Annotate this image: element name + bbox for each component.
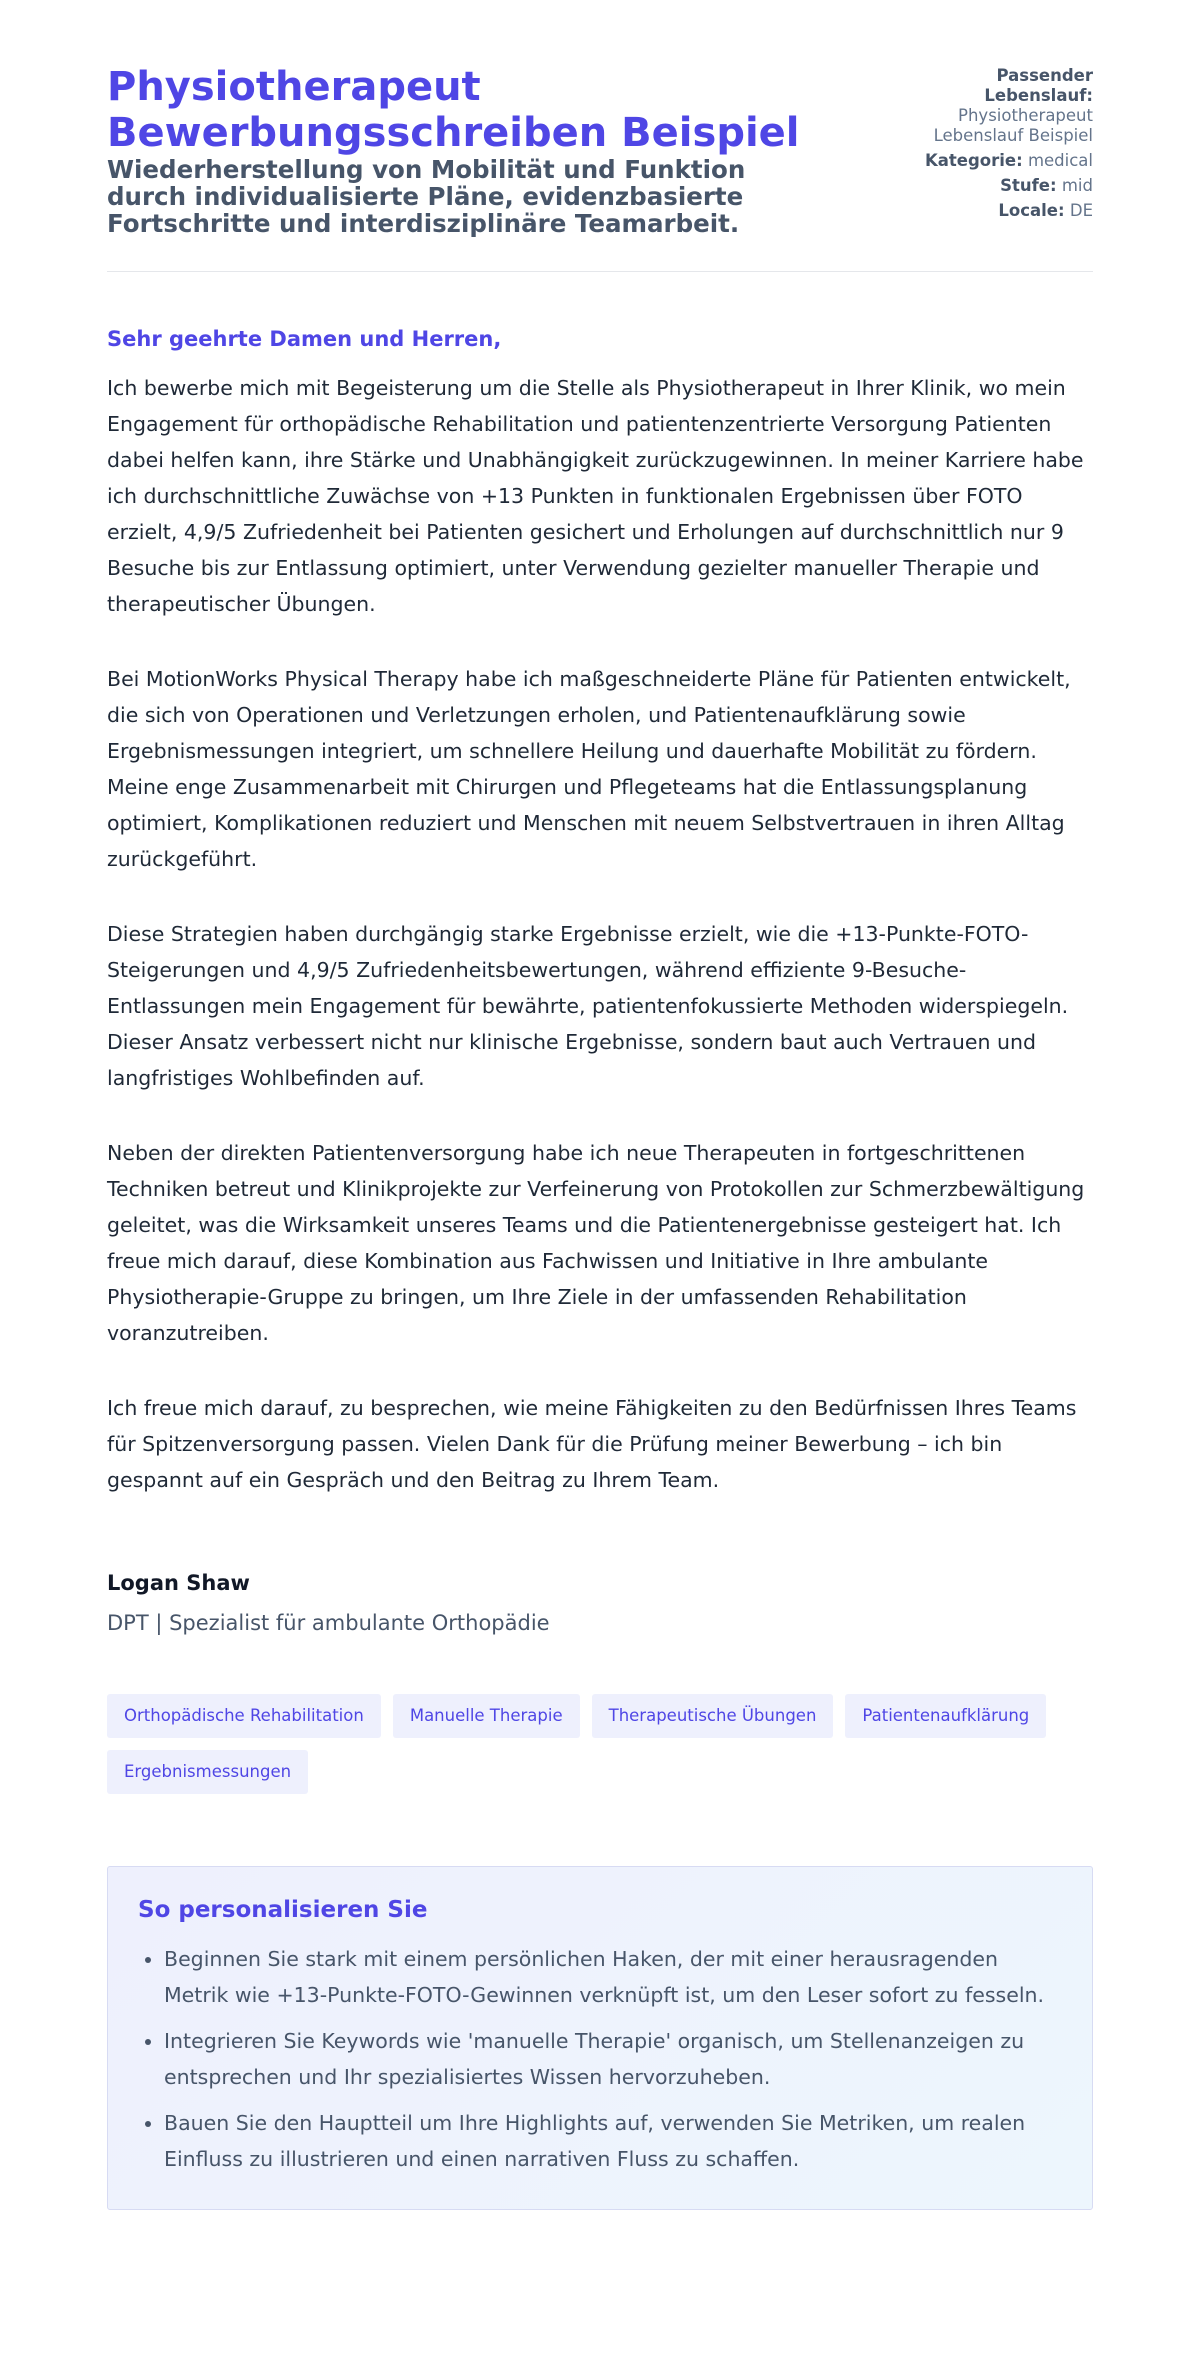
- page-header: [107, 64, 1093, 272]
- page-title: Physiotherapeut Bewerbungsschreiben Beispiel: [107, 64, 800, 156]
- meta-resume: [893, 66, 1093, 146]
- signature-name: Logan Shaw: [107, 1571, 250, 1595]
- meta-panel: [893, 64, 1093, 226]
- tag-orthopaedic-rehab: Orthopädische Rehabilitation: [107, 1694, 381, 1738]
- personalization-tips: [107, 1866, 1093, 2210]
- meta-category-label: Kategorie:: [924, 151, 1023, 170]
- tips-list: [138, 1941, 1062, 2177]
- tip-item: • Integrieren Sie Keywords wie 'manuelle Therapie' organisch, um Stellenanzeigen zu entsprechen und Ihr spezialisiertes Wissen hervorzuheben.: [164, 2023, 1062, 2095]
- letter-paragraph-4: Neben der direkten Patientenversorgung habe ich neue Therapeuten in fortgeschrittenen Techniken betreut und Klinikprojekte zur Verfeinerung von Protokollen zur Schmerzbewältigung geleitet, was die Wirksamkeit unseres Teams und die Patientenergebnisse gesteigert hat. Ich freue mich darauf, diese Kombination aus Fachwissen und Initiative in Ihre ambulante Physiotherapie-Gruppe zu bringen, um Ihre Ziele in der umfassenden Rehabilitation voranzutreiben.: [107, 1141, 1085, 1345]
- tip-item: • Beginnen Sie stark mit einem persönlichen Haken, der mit einer herausragenden Metrik wie +13-Punkte-FOTO-Gewinnen verknüpft ist, um den Leser sofort zu fesseln.: [164, 1941, 1062, 2013]
- tag-patient-education: Patientenaufklärung: [845, 1694, 1046, 1738]
- meta-level-value: mid: [1061, 176, 1093, 195]
- meta-category: [893, 151, 1093, 171]
- tag-outcome-measures: Ergebnismessungen: [107, 1750, 308, 1794]
- letter-body: [107, 324, 1093, 1638]
- letter-paragraph-3: Diese Strategien haben durchgängig starke Ergebnisse erzielt, wie die +13-Punkte-FOTO-Steigerungen und 4,9/5 Zufriedenheitsbewertungen, während effiziente 9-Besuche-Entlassungen mein Engagement für bewährte, patientenfokussierte Methoden widerspiegeln. Dieser Ansatz verbessert nicht nur klinische Ergebnisse, sondern baut auch Vertrauen und langfristiges Wohlbefinden auf.: [107, 922, 1069, 1090]
- letter-paragraph-5: Ich freue mich darauf, zu besprechen, wie meine Fähigkeiten zu den Bedürfnissen Ihres Teams für Spitzenversorgung passen. Vielen Dank für die Prüfung meiner Bewerbung – ich bin gespannt auf ein Gespräch und den Beitrag zu Ihrem Team.: [107, 1396, 1077, 1492]
- letter-paragraph-1: Ich bewerbe mich mit Begeisterung um die Stelle als Physiotherapeut in Ihrer Klinik, wo mein Engagement für orthopädische Rehabilitation und patientenzentrierte Versorgung Patienten dabei helfen kann, ihre Stärke und Unabhängigkeit zurückzugewinnen. In meiner Karriere habe ich durchschnittliche Zuwächse von +13 Punkten in funktionalen Ergebnissen über FOTO erzielt, 4,9/5 Zufriedenheit bei Patienten gesichert und Erholungen auf durchschnittlich nur 9 Besuche bis zur Entlassung optimiert, unter Verwendung gezielter manueller Therapie und therapeutischer Übungen.: [107, 376, 1084, 616]
- meta-locale-label: Locale:: [998, 201, 1065, 220]
- tip-item: • Bauen Sie den Hauptteil um Ihre Highlights auf, verwenden Sie Metriken, um realen Einfluss zu illustrieren und einen narrativen Fluss zu schaffen.: [164, 2105, 1062, 2177]
- tag-therapeutic-exercises: Therapeutische Übungen: [592, 1694, 834, 1738]
- signature-title: DPT | Spezialist für ambulante Orthopädie: [107, 1611, 550, 1635]
- skill-tags: [107, 1694, 1093, 1794]
- meta-resume-value: Physiotherapeut Lebenslauf Beispiel: [933, 106, 1093, 145]
- title-block: [107, 64, 827, 237]
- meta-locale: [893, 201, 1093, 221]
- salutation: Sehr geehrte Damen und Herren,: [107, 327, 502, 351]
- meta-category-value: medical: [1027, 151, 1093, 170]
- meta-level: [893, 176, 1093, 196]
- letter-paragraph-2: Bei MotionWorks Physical Therapy habe ich maßgeschneiderte Pläne für Patienten entwickelt, die sich von Operationen und Verletzungen erholen, und Patientenaufklärung sowie Ergebnismessungen integriert, um schnellere Heilung und dauerhafte Mobilität zu fördern. Meine enge Zusammenarbeit mit Chirurgen und Pflegeteams hat die Entlassungsplanung optimiert, Komplikationen reduziert und Menschen mit neuem Selbstvertrauen in ihren Alltag zurückgeführt.: [107, 667, 1071, 871]
- meta-locale-value: DE: [1069, 201, 1093, 220]
- meta-level-label: Stufe:: [1000, 176, 1057, 195]
- tips-title: So personalisieren Sie: [138, 1897, 428, 1923]
- tag-manual-therapy: Manuelle Therapie: [393, 1694, 580, 1738]
- signature: [107, 1568, 1093, 1638]
- meta-resume-label: Passender Lebenslauf:: [984, 66, 1093, 105]
- page-subtitle: Wiederherstellung von Mobilität und Funktion durch individualisierte Pläne, evidenzbasierte Fortschritte und interdisziplinäre Teamarbeit.: [107, 155, 746, 238]
